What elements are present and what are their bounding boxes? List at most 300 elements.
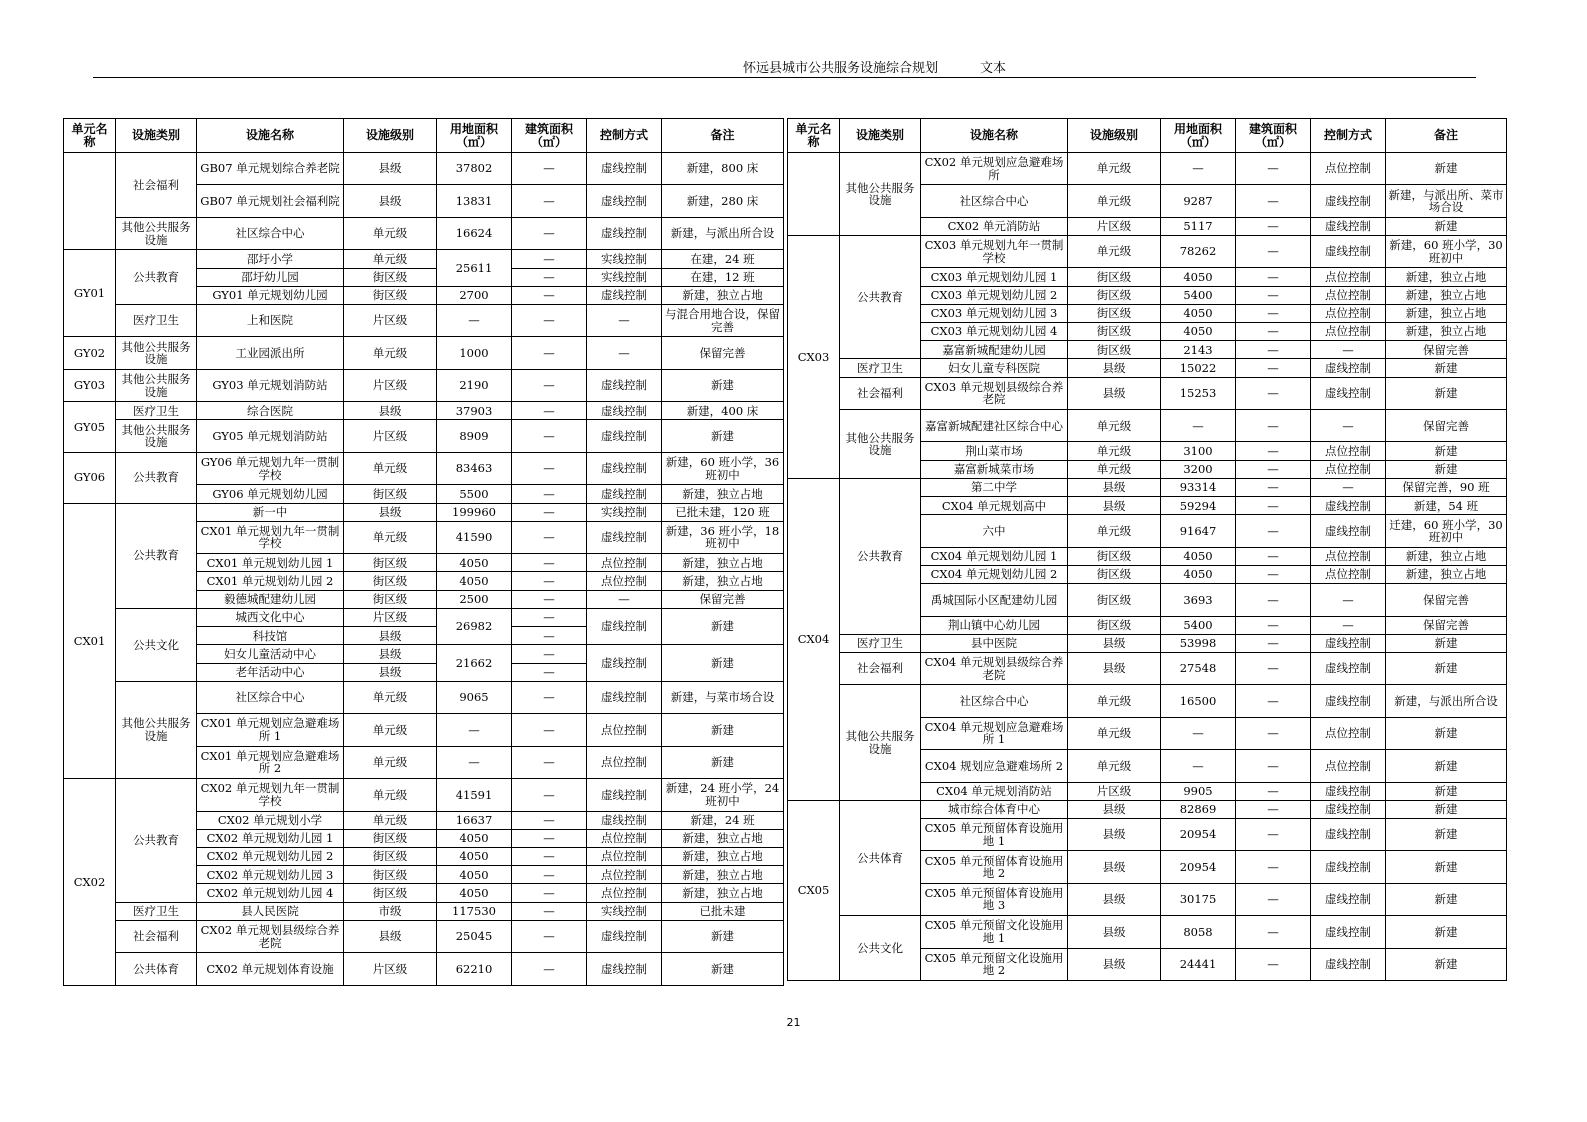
- control-cell: 虚线控制: [587, 779, 662, 811]
- control-cell: 点位控制: [1311, 304, 1386, 322]
- level-cell: 街区级: [344, 554, 437, 572]
- facility-name-cell: CX03 单元规划幼儿园 1: [921, 268, 1068, 286]
- building-area-cell: —: [512, 681, 587, 713]
- level-cell: 街区级: [1068, 304, 1161, 322]
- facility-name-cell: 城市综合体育中心: [921, 800, 1068, 818]
- col-header: 建筑面积（㎡）: [512, 119, 587, 153]
- remark-cell: 新建: [662, 608, 784, 644]
- facility-name-cell: CX03 单元规划九年一贯制学校: [921, 236, 1068, 268]
- level-cell: 单元级: [344, 250, 437, 268]
- level-cell: 单元级: [344, 779, 437, 811]
- table-row: [64, 608, 784, 626]
- land-area-cell: 4050: [437, 848, 512, 866]
- level-cell: 街区级: [1068, 286, 1161, 304]
- building-area-cell: —: [1236, 782, 1311, 800]
- control-cell: 虚线控制: [587, 420, 662, 452]
- facility-name-cell: CX04 规划应急避难场所 2: [921, 750, 1068, 782]
- land-area-cell: 37903: [437, 402, 512, 420]
- remark-cell: 新建: [1386, 800, 1507, 818]
- category-cell: 医疗卫生: [840, 359, 921, 377]
- remark-cell: 新建，独立占地: [1386, 547, 1507, 565]
- remark-cell: 新建: [1386, 819, 1507, 851]
- level-cell: 街区级: [344, 485, 437, 503]
- level-cell: 县级: [1068, 478, 1161, 496]
- control-cell: 虚线控制: [1311, 819, 1386, 851]
- control-cell: 点位控制: [587, 554, 662, 572]
- facility-name-cell: CX04 单元规划县级综合养老院: [921, 653, 1068, 685]
- control-cell: 点位控制: [587, 714, 662, 746]
- land-area-cell: 2700: [437, 286, 512, 304]
- control-cell: 虚线控制: [1311, 515, 1386, 547]
- land-area-cell: 93314: [1161, 478, 1236, 496]
- level-cell: 县级: [344, 920, 437, 952]
- facility-name-cell: CX02 单元规划幼儿园 1: [197, 829, 344, 847]
- remark-cell: 新建: [1386, 634, 1507, 652]
- building-area-cell: —: [512, 572, 587, 590]
- control-cell: 点位控制: [587, 746, 662, 778]
- category-cell: 公共体育: [116, 953, 197, 986]
- building-area-cell: —: [512, 185, 587, 217]
- unit-cell: GY03: [64, 369, 116, 401]
- remark-cell: 迁建，60 班小学，30 班初中: [1386, 515, 1507, 547]
- land-area-cell: 1000: [437, 337, 512, 369]
- facility-name-cell: CX02 单元规划应急避难场所: [921, 153, 1068, 185]
- control-cell: 点位控制: [587, 866, 662, 884]
- col-header: 设施级别: [344, 119, 437, 153]
- building-area-cell: —: [1236, 460, 1311, 478]
- facility-name-cell: CX01 单元规划幼儿园 1: [197, 554, 344, 572]
- land-area-cell: 9287: [1161, 185, 1236, 217]
- land-area-cell: 30175: [1161, 883, 1236, 915]
- col-header: 控制方式: [1311, 119, 1386, 153]
- level-cell: 单元级: [1068, 460, 1161, 478]
- remark-cell: 与混合用地合设，保留完善: [662, 304, 784, 336]
- building-area-cell: —: [512, 811, 587, 829]
- facility-name-cell: CX01 单元规划九年一贯制学校: [197, 521, 344, 553]
- remark-cell: 新建，独立占地: [662, 848, 784, 866]
- facility-name-cell: CX04 单元规划消防站: [921, 782, 1068, 800]
- land-area-cell: 27548: [1161, 653, 1236, 685]
- control-cell: 虚线控制: [1311, 653, 1386, 685]
- land-area-cell: 9905: [1161, 782, 1236, 800]
- control-cell: —: [1311, 341, 1386, 359]
- land-area-cell: 9065: [437, 681, 512, 713]
- building-area-cell: —: [1236, 819, 1311, 851]
- facility-name-cell: CX03 单元规划幼儿园 3: [921, 304, 1068, 322]
- table-row: [64, 369, 784, 401]
- control-cell: 点位控制: [587, 829, 662, 847]
- remark-cell: 新建: [1386, 377, 1507, 409]
- building-area-cell: —: [1236, 217, 1311, 235]
- control-cell: 虚线控制: [1311, 497, 1386, 515]
- building-area-cell: —: [512, 779, 587, 811]
- facility-name-cell: CX01 单元规划应急避难场所 2: [197, 746, 344, 778]
- level-cell: 县级: [1068, 948, 1161, 980]
- control-cell: 虚线控制: [587, 920, 662, 952]
- remark-cell: 新建，与派出所合设: [662, 217, 784, 249]
- remark-cell: 新建，独立占地: [662, 286, 784, 304]
- remark-cell: 保留完善，90 班: [1386, 478, 1507, 496]
- level-cell: 街区级: [1068, 584, 1161, 616]
- land-area-cell: 5500: [437, 485, 512, 503]
- building-area-cell: —: [512, 627, 587, 645]
- land-area-cell: 91647: [1161, 515, 1236, 547]
- level-cell: 街区级: [1068, 547, 1161, 565]
- control-cell: 虚线控制: [1311, 359, 1386, 377]
- building-area-cell: —: [512, 590, 587, 608]
- col-header: 设施类别: [116, 119, 197, 153]
- control-cell: 点位控制: [1311, 547, 1386, 565]
- table-row: [64, 217, 784, 249]
- remark-cell: 新建，独立占地: [662, 554, 784, 572]
- building-area-cell: —: [512, 337, 587, 369]
- unit-cell: CX01: [64, 503, 116, 779]
- building-area-cell: —: [1236, 685, 1311, 717]
- level-cell: 单元级: [1068, 750, 1161, 782]
- table-row: [788, 236, 1507, 268]
- building-area-cell: —: [1236, 323, 1311, 341]
- building-area-cell: —: [1236, 236, 1311, 268]
- building-area-cell: —: [512, 485, 587, 503]
- land-area-cell: 13831: [437, 185, 512, 217]
- remark-cell: 新建，独立占地: [662, 829, 784, 847]
- land-area-cell: 41591: [437, 779, 512, 811]
- building-area-cell: —: [1236, 286, 1311, 304]
- table-row: [788, 478, 1507, 496]
- level-cell: 单元级: [1068, 515, 1161, 547]
- unit-cell: GY01: [64, 250, 116, 337]
- level-cell: 片区级: [344, 608, 437, 626]
- land-area-cell: 4050: [1161, 304, 1236, 322]
- facility-name-cell: GY06 单元规划幼儿园: [197, 485, 344, 503]
- control-cell: 实线控制: [587, 902, 662, 920]
- land-area-cell: —: [1161, 717, 1236, 749]
- level-cell: 县级: [1068, 800, 1161, 818]
- remark-cell: 在建，24 班: [662, 250, 784, 268]
- facility-name-cell: GY01 单元规划幼儿园: [197, 286, 344, 304]
- facility-name-cell: CX05 单元预留体育设施用地 2: [921, 851, 1068, 883]
- building-area-cell: —: [512, 217, 587, 249]
- category-cell: 社会福利: [116, 153, 197, 218]
- col-header: 单元名称: [788, 119, 840, 153]
- building-area-cell: —: [512, 714, 587, 746]
- remark-cell: 新建，与派出所、菜市场合设: [1386, 185, 1507, 217]
- header-text: [743, 57, 1006, 76]
- control-cell: —: [587, 590, 662, 608]
- facility-name-cell: GB07 单元规划综合养老院: [197, 153, 344, 185]
- remark-cell: 新建，独立占地: [1386, 268, 1507, 286]
- remark-cell: 新建，60 班小学，36 班初中: [662, 452, 784, 484]
- category-cell: 其他公共服务设施: [840, 685, 921, 800]
- facility-name-cell: CX04 单元规划幼儿园 2: [921, 565, 1068, 583]
- facility-name-cell: GY03 单元规划消防站: [197, 369, 344, 401]
- land-area-cell: —: [1161, 410, 1236, 442]
- building-area-cell: —: [1236, 359, 1311, 377]
- remark-cell: 新建: [1386, 653, 1507, 685]
- col-header: 设施名称: [197, 119, 344, 153]
- col-header: 单元名称: [64, 119, 116, 153]
- control-cell: 虚线控制: [1311, 185, 1386, 217]
- level-cell: 片区级: [1068, 782, 1161, 800]
- control-cell: —: [1311, 410, 1386, 442]
- level-cell: 片区级: [344, 420, 437, 452]
- facility-name-cell: CX01 单元规划幼儿园 2: [197, 572, 344, 590]
- control-cell: 点位控制: [1311, 460, 1386, 478]
- land-area-cell: 82869: [1161, 800, 1236, 818]
- unit-cell: CX03: [788, 236, 840, 479]
- remark-cell: 新建，独立占地: [1386, 286, 1507, 304]
- remark-cell: 新建: [1386, 916, 1507, 948]
- level-cell: 县级: [1068, 916, 1161, 948]
- remark-cell: 在建，12 班: [662, 268, 784, 286]
- facility-name-cell: CX01 单元规划应急避难场所 1: [197, 714, 344, 746]
- facility-name-cell: GY05 单元规划消防站: [197, 420, 344, 452]
- level-cell: 县级: [344, 185, 437, 217]
- level-cell: 单元级: [344, 746, 437, 778]
- category-cell: 其他公共服务设施: [116, 420, 197, 452]
- facility-name-cell: CX02 单元规划体育设施: [197, 953, 344, 986]
- land-area-cell: 2500: [437, 590, 512, 608]
- control-cell: 虚线控制: [1311, 236, 1386, 268]
- facility-name-cell: CX05 单元预留文化设施用地 2: [921, 948, 1068, 980]
- control-cell: —: [1311, 584, 1386, 616]
- level-cell: 街区级: [344, 848, 437, 866]
- remark-cell: 保留完善: [662, 337, 784, 369]
- building-area-cell: —: [1236, 584, 1311, 616]
- facility-name-cell: CX04 单元规划幼儿园 1: [921, 547, 1068, 565]
- control-cell: 虚线控制: [587, 811, 662, 829]
- level-cell: 县级: [1068, 377, 1161, 409]
- level-cell: 片区级: [344, 304, 437, 336]
- land-area-cell: 41590: [437, 521, 512, 553]
- control-cell: 虚线控制: [1311, 800, 1386, 818]
- building-area-cell: —: [1236, 653, 1311, 685]
- land-area-cell: 16500: [1161, 685, 1236, 717]
- land-area-cell: 117530: [437, 902, 512, 920]
- table-row: [64, 920, 784, 952]
- land-area-cell: 15022: [1161, 359, 1236, 377]
- level-cell: 市级: [344, 902, 437, 920]
- land-area-cell: 8909: [437, 420, 512, 452]
- level-cell: 单元级: [344, 217, 437, 249]
- remark-cell: 新建，独立占地: [1386, 304, 1507, 322]
- facility-name-cell: CX02 单元规划幼儿园 3: [197, 866, 344, 884]
- remark-cell: 新建: [662, 746, 784, 778]
- control-cell: —: [587, 337, 662, 369]
- table-row: [788, 634, 1507, 652]
- table-row: [64, 452, 784, 484]
- land-area-cell: 53998: [1161, 634, 1236, 652]
- building-area-cell: —: [1236, 153, 1311, 185]
- level-cell: 片区级: [1068, 217, 1161, 235]
- category-cell: 其他公共服务设施: [116, 337, 197, 369]
- control-cell: 点位控制: [1311, 286, 1386, 304]
- facility-name-cell: 社区综合中心: [921, 185, 1068, 217]
- land-area-cell: 78262: [1161, 236, 1236, 268]
- land-area-cell: —: [1161, 750, 1236, 782]
- level-cell: 单元级: [344, 681, 437, 713]
- table-row: [788, 800, 1507, 818]
- remark-cell: 新建，独立占地: [662, 485, 784, 503]
- remark-cell: 保留完善: [662, 590, 784, 608]
- table-row: [64, 304, 784, 336]
- facility-name-cell: 老年活动中心: [197, 663, 344, 681]
- land-area-cell: 4050: [437, 866, 512, 884]
- category-cell: 社会福利: [840, 653, 921, 685]
- remark-cell: 新建，与菜市场合设: [662, 681, 784, 713]
- control-cell: 点位控制: [1311, 750, 1386, 782]
- building-area-cell: —: [1236, 341, 1311, 359]
- building-area-cell: —: [512, 663, 587, 681]
- control-cell: 点位控制: [1311, 565, 1386, 583]
- building-area-cell: —: [512, 884, 587, 902]
- table-row: [788, 359, 1507, 377]
- remark-cell: 新建，独立占地: [662, 866, 784, 884]
- building-area-cell: —: [512, 304, 587, 336]
- building-area-cell: —: [1236, 916, 1311, 948]
- remark-cell: 新建: [1386, 883, 1507, 915]
- facility-name-cell: CX04 单元规划应急避难场所 1: [921, 717, 1068, 749]
- building-area-cell: —: [512, 848, 587, 866]
- facility-name-cell: 妇女儿童活动中心: [197, 645, 344, 663]
- building-area-cell: —: [512, 920, 587, 952]
- level-cell: 县级: [1068, 851, 1161, 883]
- facility-name-cell: CX02 单元规划九年一贯制学校: [197, 779, 344, 811]
- facility-name-cell: 邵圩小学: [197, 250, 344, 268]
- building-area-cell: —: [1236, 185, 1311, 217]
- level-cell: 县级: [344, 627, 437, 645]
- control-cell: 实线控制: [587, 503, 662, 521]
- building-area-cell: —: [512, 420, 587, 452]
- land-area-cell: 21662: [437, 645, 512, 681]
- table-row: [64, 402, 784, 420]
- facility-name-cell: CX05 单元预留体育设施用地 3: [921, 883, 1068, 915]
- category-cell: 社会福利: [116, 920, 197, 952]
- remark-cell: 新建: [662, 920, 784, 952]
- building-area-cell: —: [1236, 883, 1311, 915]
- col-header: 用地面积（㎡）: [437, 119, 512, 153]
- control-cell: 虚线控制: [1311, 883, 1386, 915]
- facility-name-cell: 县人民医院: [197, 902, 344, 920]
- category-cell: 医疗卫生: [840, 634, 921, 652]
- land-area-cell: 3100: [1161, 442, 1236, 460]
- building-area-cell: —: [1236, 800, 1311, 818]
- table-header-row: [64, 119, 784, 153]
- facility-name-cell: CX04 单元规划高中: [921, 497, 1068, 515]
- building-area-cell: —: [512, 645, 587, 663]
- control-cell: 虚线控制: [587, 681, 662, 713]
- control-cell: 虚线控制: [587, 185, 662, 217]
- land-area-cell: 4050: [437, 829, 512, 847]
- control-cell: 虚线控制: [587, 452, 662, 484]
- land-area-cell: 16637: [437, 811, 512, 829]
- land-area-cell: 5117: [1161, 217, 1236, 235]
- control-cell: 实线控制: [587, 268, 662, 286]
- building-area-cell: —: [512, 902, 587, 920]
- level-cell: 街区级: [1068, 565, 1161, 583]
- building-area-cell: —: [512, 746, 587, 778]
- table-row: [64, 779, 784, 811]
- land-area-cell: 4050: [437, 554, 512, 572]
- land-area-cell: 4050: [437, 572, 512, 590]
- land-area-cell: 4050: [1161, 565, 1236, 583]
- level-cell: 单元级: [344, 811, 437, 829]
- unit-cell: CX02: [64, 779, 116, 986]
- level-cell: 县级: [344, 153, 437, 185]
- building-area-cell: —: [1236, 497, 1311, 515]
- level-cell: 单元级: [344, 521, 437, 553]
- remark-cell: 新建: [662, 420, 784, 452]
- level-cell: 县级: [1068, 634, 1161, 652]
- facility-name-cell: 嘉富新城菜市场: [921, 460, 1068, 478]
- category-cell: 医疗卫生: [116, 402, 197, 420]
- control-cell: 点位控制: [1311, 153, 1386, 185]
- remark-cell: 新建，24 班小学，24 班初中: [662, 779, 784, 811]
- building-area-cell: —: [1236, 717, 1311, 749]
- level-cell: 县级: [344, 645, 437, 663]
- level-cell: 单元级: [1068, 685, 1161, 717]
- land-area-cell: 37802: [437, 153, 512, 185]
- building-area-cell: —: [1236, 634, 1311, 652]
- level-cell: 片区级: [344, 369, 437, 401]
- table-row: [788, 653, 1507, 685]
- category-cell: 其他公共服务设施: [116, 681, 197, 778]
- level-cell: 单元级: [1068, 717, 1161, 749]
- land-area-cell: 199960: [437, 503, 512, 521]
- category-cell: 公共教育: [840, 478, 921, 634]
- remark-cell: 新建，独立占地: [1386, 565, 1507, 583]
- page-header: [93, 56, 1476, 78]
- building-area-cell: —: [512, 953, 587, 986]
- col-header: 设施名称: [921, 119, 1068, 153]
- building-area-cell: —: [1236, 616, 1311, 634]
- remark-cell: 新建: [1386, 851, 1507, 883]
- unit-cell: [788, 153, 840, 236]
- table-row: [788, 916, 1507, 948]
- facility-name-cell: CX02 单元消防站: [921, 217, 1068, 235]
- remark-cell: 新建，400 床: [662, 402, 784, 420]
- control-cell: 点位控制: [587, 848, 662, 866]
- level-cell: 街区级: [344, 866, 437, 884]
- unit-cell: CX04: [788, 478, 840, 800]
- building-area-cell: —: [512, 452, 587, 484]
- control-cell: 虚线控制: [587, 369, 662, 401]
- remark-cell: 新建，独立占地: [662, 572, 784, 590]
- facility-name-cell: 工业园派出所: [197, 337, 344, 369]
- facility-name-cell: 社区综合中心: [197, 217, 344, 249]
- land-area-cell: 25611: [437, 250, 512, 286]
- level-cell: 单元级: [344, 337, 437, 369]
- land-area-cell: —: [437, 746, 512, 778]
- category-cell: 公共教育: [116, 250, 197, 305]
- unit-cell: [64, 153, 116, 250]
- land-area-cell: 26982: [437, 608, 512, 644]
- building-area-cell: —: [1236, 304, 1311, 322]
- land-area-cell: 3200: [1161, 460, 1236, 478]
- control-cell: 虚线控制: [587, 645, 662, 681]
- level-cell: 单元级: [344, 714, 437, 746]
- remark-cell: 新建，800 床: [662, 153, 784, 185]
- building-area-cell: —: [512, 503, 587, 521]
- facility-name-cell: 第二中学: [921, 478, 1068, 496]
- facility-name-cell: GY06 单元规划九年一贯制学校: [197, 452, 344, 484]
- building-area-cell: —: [512, 521, 587, 553]
- land-area-cell: 2143: [1161, 341, 1236, 359]
- table-row: [64, 337, 784, 369]
- remark-cell: 新建: [1386, 442, 1507, 460]
- land-area-cell: —: [437, 304, 512, 336]
- building-area-cell: —: [512, 554, 587, 572]
